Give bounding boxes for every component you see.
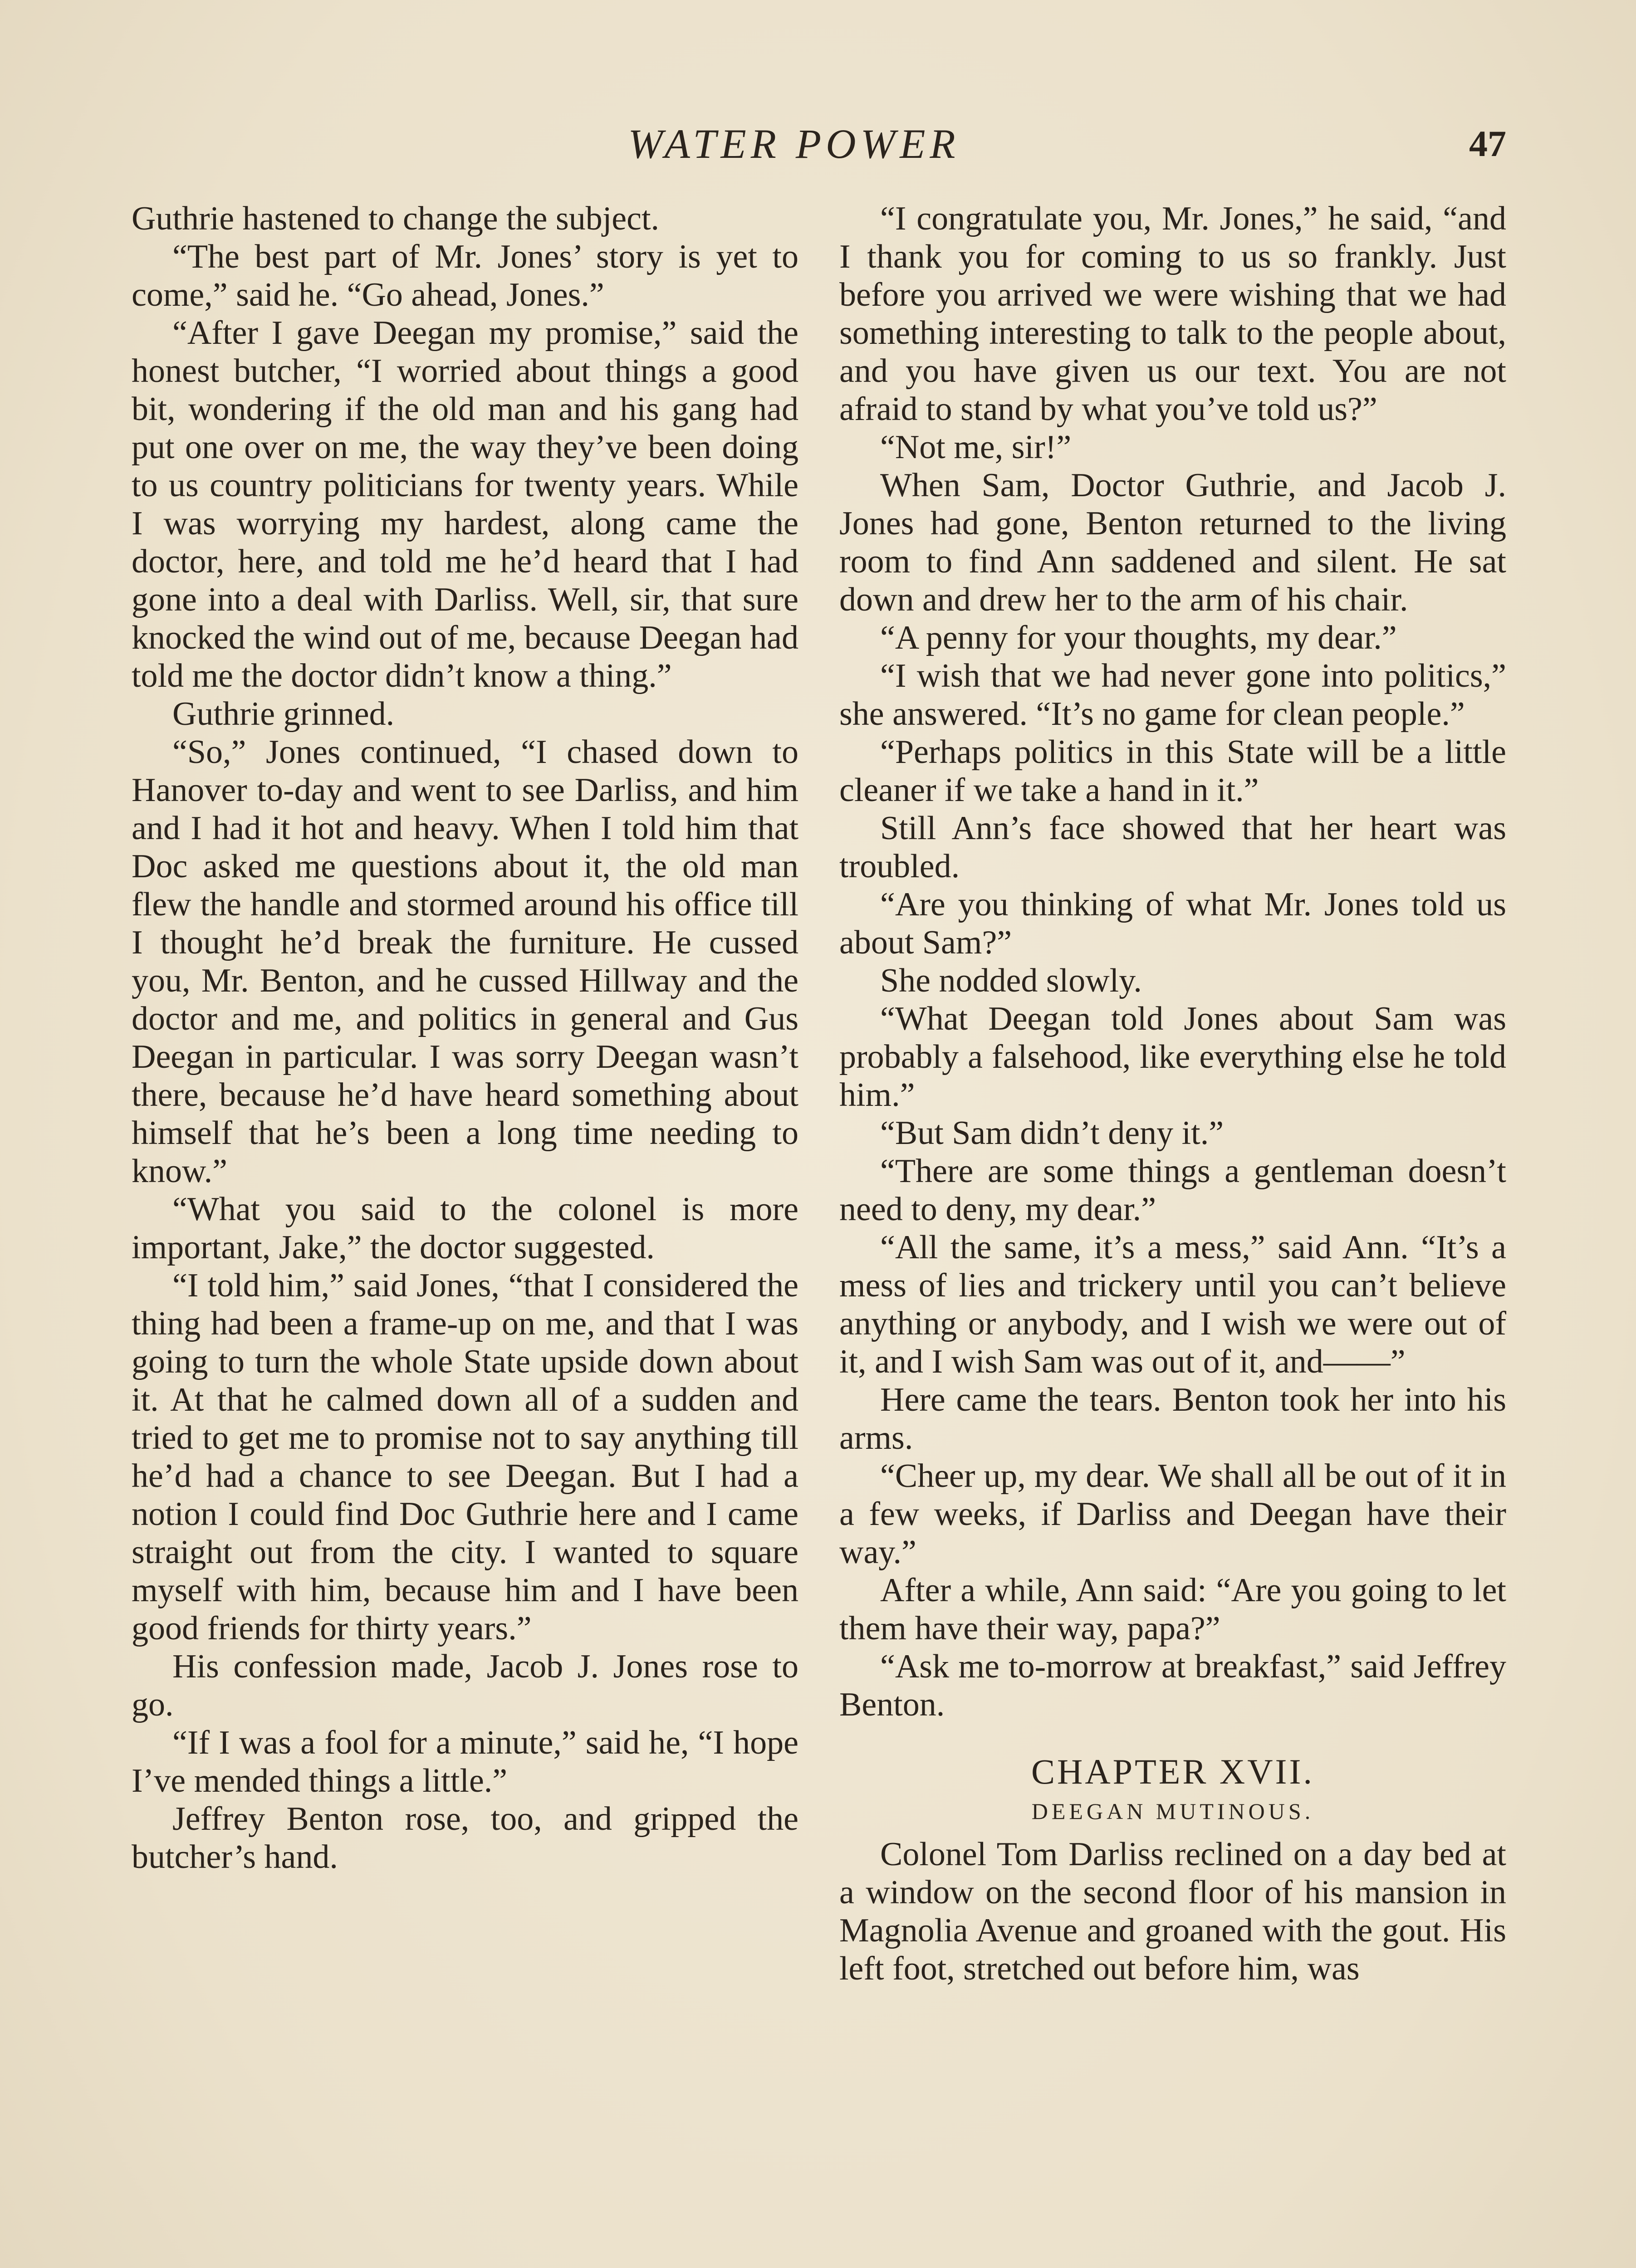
running-head [0,119,1636,169]
paragraph: “Are you thinking of what Mr. Jones told us about Sam?” [839,886,1506,961]
page-number: 47 [1469,123,1506,164]
paragraph: She nodded slowly. [880,962,1142,999]
paragraph: “What you said to the colonel is more important, Jake,” the doctor suggested. [132,1191,798,1266]
paragraph: “I congratulate you, Mr. Jones,” he said, “and I thank you for coming to us so frankly. Just before you arrived we were wishing that we had something interesting to talk to the people about, and you have given us our text. You are not afraid to stand by what you’ve told us?” [839,200,1506,428]
paragraph: “Cheer up, my dear. We shall all be out of it in a few weeks, if Darliss and Deegan have their way.” [839,1457,1506,1571]
chapter-title: CHAPTER XVII. [1031,1752,1314,1791]
paragraph: Colonel Tom Darliss reclined on a day bed at a window on the second floor of his mansion in Magnolia Avenue and groaned with the gout. His left foot, stretched out before him, was [839,1836,1506,1987]
chapter-subtitle: DEEGAN MUTINOUS. [1031,1799,1314,1824]
left-column [132,200,798,1876]
paragraph: “Ask me to-morrow at breakfast,” said Jeffrey Benton. [839,1648,1506,1723]
paragraph: “There are some things a gentleman doesn’t need to deny, my dear.” [839,1153,1506,1228]
paragraph: “What Deegan told Jones about Sam was probably a falsehood, like everything else he told him.” [839,1000,1506,1114]
paragraph: Jeffrey Benton rose, too, and gripped the butcher’s hand. [132,1800,798,1876]
paragraph: Guthrie grinned. [172,695,395,733]
paragraph: “Not me, sir!” [880,429,1072,466]
paragraph: “But Sam didn’t deny it.” [880,1114,1224,1152]
paragraph: His confession made, Jacob J. Jones rose to go. [132,1648,798,1723]
paragraph: “If I was a fool for a minute,” said he, “I hope I’ve mended things a little.” [132,1724,798,1799]
paragraph: “All the same, it’s a mess,” said Ann. “It’s a mess of lies and trickery until you can’t believe anything or anybody, and I wish we were out of it, and I wish Sam was out of it, and——” [839,1229,1506,1380]
paragraph: “After I gave Deegan my promise,” said the honest butcher, “I worried about things a good bit, wondering if the old man and his gang had put one over on me, the way they’ve been doing to us country politicians for twenty years. While I was worrying my hardest, along came the doctor, here, and told me he’d heard that I had gone into a deal with Darliss. Well, sir, that sure knocked the wind out of me, because Deegan had told me the doctor didn’t know a thing.” [132,314,798,694]
paragraph: After a while, Ann said: “Are you going to let them have their way, papa?” [839,1572,1506,1647]
running-title: WATER POWER [628,121,960,167]
paragraph: “The best part of Mr. Jones’ story is yet to come,” said he. “Go ahead, Jones.” [132,238,798,313]
paragraph: “So,” Jones continued, “I chased down to Hanover to-day and went to see Darliss, and him and I had it hot and heavy. When I told him that Doc asked me questions about it, the old man flew the handle and stormed around his office till I thought he’d break the furniture. He cussed you, Mr. Benton, and he cussed Hillway and the doctor and me, and politics in general and Gus Deegan in particular. I was sorry Deegan wasn’t there, because he’d have heard something about himself that he’s been a long time needing to know.” [132,733,798,1190]
right-column [839,200,1506,1988]
paragraph: When Sam, Doctor Guthrie, and Jacob J. Jones had gone, Benton returned to the living room to find Ann saddened and silent. He sat down and drew her to the arm of his chair. [839,467,1506,618]
paragraph: “I told him,” said Jones, “that I considered the thing had been a frame-up on me, and that I was going to turn the whole State upside down about it. At that he calmed down all of a sudden and tried to get me to promise not to say anything till he’d had a chance to see Deegan. But I had a notion I could find Doc Guthrie here and I came straight out from the city. I wanted to square myself with him, because him and I have been good friends for thirty years.” [132,1267,798,1647]
paragraph: “Perhaps politics in this State will be a little cleaner if we take a hand in it.” [839,733,1506,809]
paragraph: Still Ann’s face showed that her heart was troubled. [839,810,1506,885]
paragraph: Guthrie hastened to change the subject. [132,200,660,237]
paragraph: “I wish that we had never gone into politics,” she answered. “It’s no game for clean people.” [839,657,1506,733]
paragraph: “A penny for your thoughts, my dear.” [880,619,1397,656]
paragraph: Here came the tears. Benton took her into his arms. [839,1381,1506,1457]
